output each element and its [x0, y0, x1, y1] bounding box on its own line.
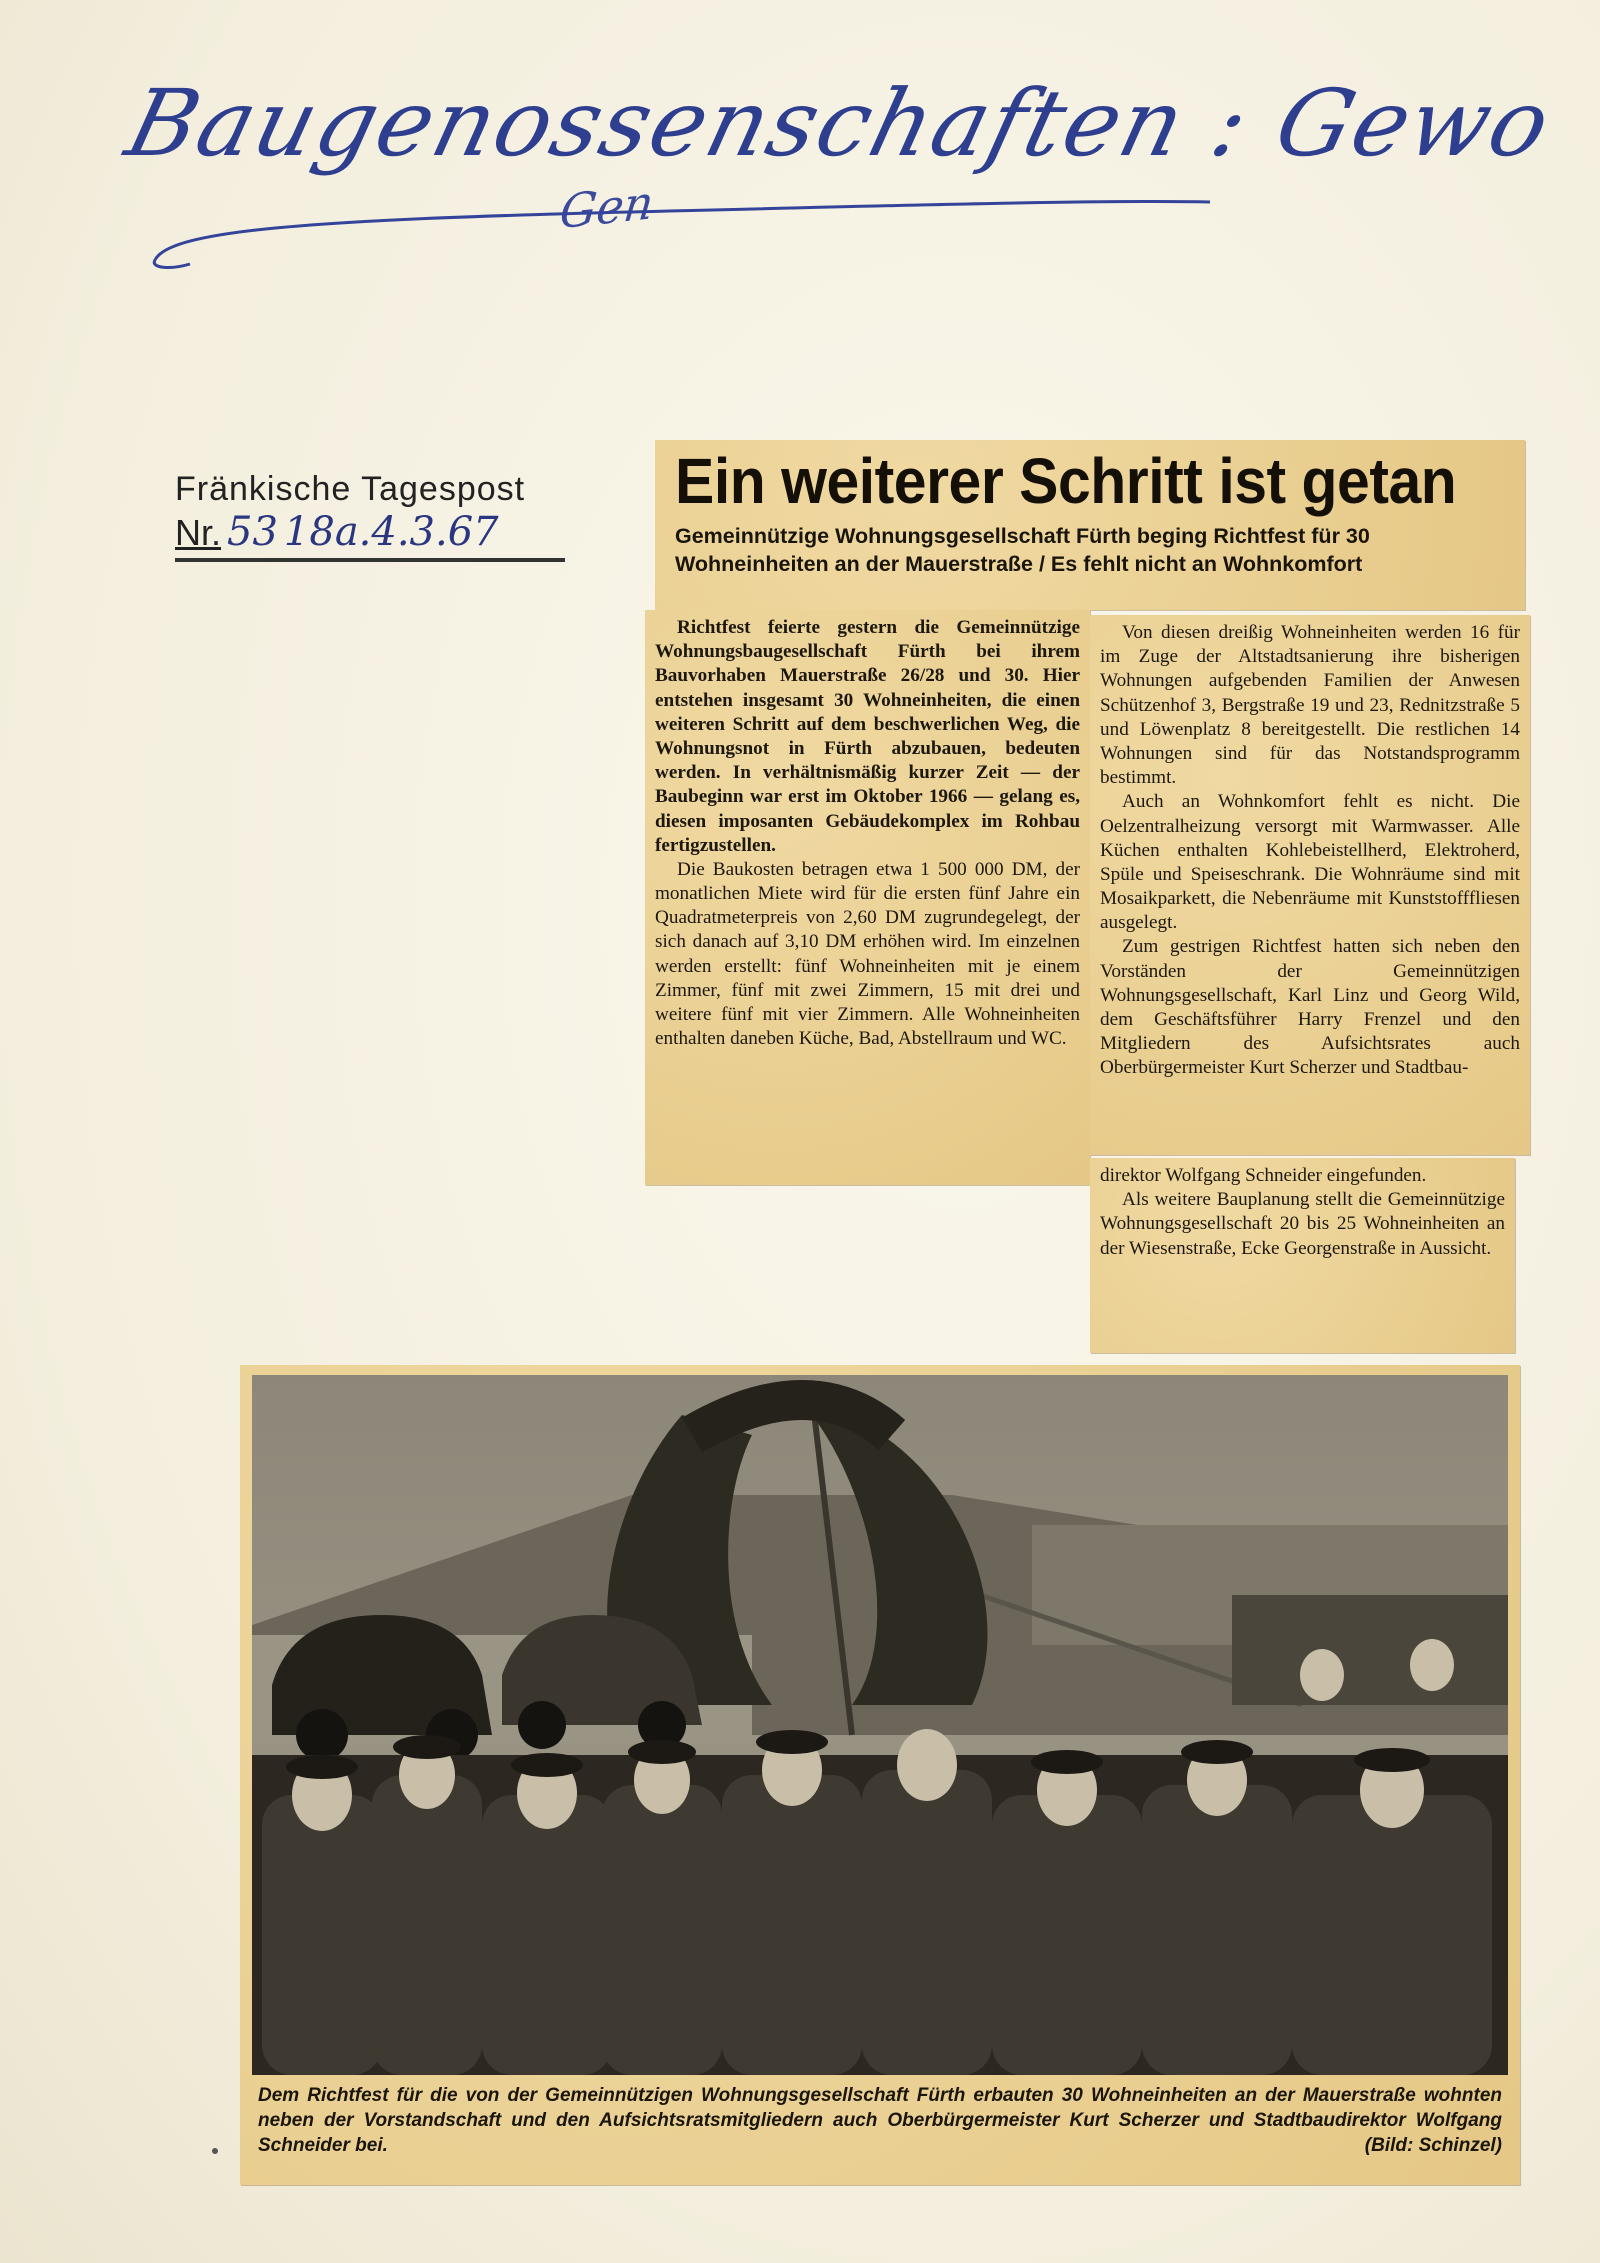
margin-dot: [212, 2148, 218, 2154]
photo-caption: [252, 2083, 1508, 2158]
article-column-3: [1090, 1158, 1515, 1353]
handwritten-heading: [116, 70, 1563, 270]
issue-number: 53: [227, 509, 278, 555]
column-2-paragraph-2: Auch an Wohnkomfort fehlt es nicht. Die Oelzentralheizung versorgt mit Warmwasser. Alle Küchen enthalten Kohlebeistellherd, Elektroherd, Spüle und Speiseschrank. Die Wohnräume sind mit Mosaikparkett, die Nebenräume mit Kunststofffliesen ausgelegt.: [1100, 791, 1520, 934]
column-2-paragraph-1: Von diesen dreißig Wohneinheiten werden 16 für im Zuge der Altstadtsanierung ihre bisherigen Wohnungen aufgebenden Familien der Anwesen Schützenhof 3, Bergstraße 19 und 23, Rednitzstraße 5 und Löwenplatz 8 bereitgestellt. Die restlichen 14 Wohnungen sind für das Notstandsprogramm bestimmt.: [1100, 622, 1520, 789]
richtfest-photo: [252, 1375, 1508, 2075]
column-1-paragraph-2: Die Baukosten betragen etwa 1 500 000 DM, der monatlichen Miete wird für die ersten fünf Jahre ein Quadratmeterpreis von 2,60 DM zugrundegelegt, der sich danach auf 3,10 DM erhöhen wird. Im einzelnen werden erstellt: fünf Wohneinheiten mit je einem Zimmer, fünf mit zwei Zimmern, 15 mit drei und weitere fünf mit vier Zimmern. Alle Wohneinheiten enthalten daneben Küche, Bad, Abstellraum und WC.: [655, 858, 1080, 1050]
handwritten-note: Gen: [557, 174, 657, 240]
column-3-paragraph-1: direktor Wolfgang Schneider eingefunden.: [1100, 1165, 1427, 1186]
column-2-paragraph-3: Zum gestrigen Richtfest hatten sich neben den Vorständen der Gemeinnützigen Wohnungsgesellschaft, Karl Linz und Georg Wild, dem Geschäftsführer Harry Frenzel und den Mitgliedern des Aufsichtsrates auch Oberbürgermeister Kurt Scherzer und Stadtbau-: [1100, 936, 1520, 1079]
article-column-1: [645, 610, 1090, 1185]
photo-credit: (Bild: Schinzel): [1364, 2135, 1502, 2157]
column-1-paragraph-1: Richtfest feierte gestern die Gemeinnützige Wohnungsbaugesellschaft Fürth bei ihrem Bauvorhaben Mauerstraße 26/28 und 30. Hier entstehen insgesamt 30 Wohneinheiten, die einen weiteren Schritt auf dem beschwerlichen Weg, die Wohnungsnot in Fürth abzubauen, bedeuten werden. In verhältnismäßig kurzer Zeit — der Baubeginn war erst im Oktober 1966 — gelang es, diesen imposanten Gebäudekomplex im Rohbau fertigzustellen.: [655, 617, 1080, 856]
article-subheadline: Gemeinnützige Wohnungsgesellschaft Fürth beging Richtfest für 30 Wohneinheiten an der Mauerstraße / Es fehlt nicht an Wohnkomfort: [675, 524, 1370, 577]
handwritten-title: Baugenossenschaften : Gewo: [116, 70, 1563, 177]
source-stamp: [175, 470, 565, 555]
caption-text: Dem Richtfest für die von der Gemeinnützigen Wohnungsgesellschaft Fürth erbauten 30 Wohneinheiten an der Mauerstraße wohnten neben der Vorstandschaft und den Aufsichtsratsmitgliedern auch Oberbürgermeister Kurt Scherzer und Stadtbaudirektor Wolfgang Schneider bei.: [258, 2085, 1502, 2157]
issue-label: Nr.: [175, 512, 222, 553]
article-headline: Ein weiterer Schritt ist getan: [675, 445, 1457, 517]
newspaper-name: Fränkische Tagespost: [175, 470, 526, 508]
headline-clipping: [655, 440, 1525, 610]
stamp-underline: [175, 558, 565, 562]
issue-line: [175, 509, 565, 555]
handwritten-underline: [130, 190, 1230, 280]
article-column-2: [1090, 615, 1530, 1155]
column-3-paragraph-2: Als weitere Bauplanung stellt die Gemeinnützige Wohnungsgesellschaft 20 bis 25 Wohneinheiten an der Wiesenstraße, Ecke Georgenstraße in Aussicht.: [1100, 1189, 1505, 1259]
photo-illustration: [252, 1375, 1508, 2075]
issue-date: 18a.4.3.67: [283, 509, 499, 555]
photo-clipping: [240, 1365, 1520, 2185]
